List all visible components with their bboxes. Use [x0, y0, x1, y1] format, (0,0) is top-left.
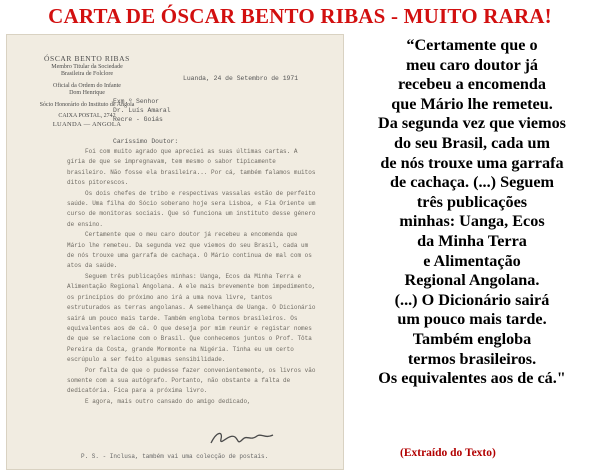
quote-line: Também engloba	[412, 329, 532, 348]
letterhead-line: Brasileira de Folclore	[61, 71, 113, 77]
quote-line: da Minha Terra	[417, 231, 527, 250]
quote-line: de nós trouxe uma garrafa	[380, 153, 564, 172]
letterhead-line: Membro Titular da Sociedade	[51, 63, 123, 70]
quote-line: Da segunda vez que viemos	[378, 114, 566, 133]
letterhead-line: Sócio Honorário do Instituto de Angola	[39, 101, 135, 108]
letter-date: Luanda, 24 de Setembro de 1971	[183, 75, 299, 82]
quote-line: meu caro doutor já	[405, 55, 539, 74]
recipient-line: Exm.º Senhor	[113, 98, 160, 105]
quote-line: (...) O Dicionário sairá	[394, 290, 550, 309]
recipient-line: Recre - Goiás	[113, 116, 163, 124]
letterhead-name: ÓSCAR BENTO RIBAS	[44, 54, 130, 63]
quote-line: que Mário lhe remeteu.	[391, 94, 553, 113]
signature-icon	[207, 427, 277, 449]
quote-line: minhas: Uanga, Ecos	[399, 212, 545, 231]
quote-line: Regional Angolana.	[404, 271, 540, 290]
quote-line: do seu Brasil, cada um	[393, 133, 551, 152]
quote-line: Os equivalentes aos de cá."	[378, 369, 566, 388]
quote-line: termos brasileiros.	[407, 349, 537, 368]
letterhead-line: Dom Henrique	[69, 90, 105, 96]
letter-greeting: Caríssimo Doutor:	[113, 138, 179, 145]
quote-block	[344, 36, 600, 389]
quote-line: e Alimentação	[423, 251, 521, 270]
quote-line: “Certamente que o	[406, 36, 538, 54]
letterhead-city: LUANDA — ANGOLA	[52, 120, 122, 128]
letterhead-line: CAIXA POSTAL, 2742	[58, 113, 116, 119]
page-title: CARTA DE ÓSCAR BENTO RIBAS - MUITO RARA!	[48, 4, 552, 28]
recipient-line: Dr. Luís Amaral	[113, 107, 171, 115]
letter-postscript: P. S. - Inclusa, também vai uma colecção de postais.	[81, 453, 269, 460]
letter-recipient	[113, 97, 171, 125]
letterhead-line: Oficial da Ordem do Infante	[53, 82, 121, 89]
quote-line: de cachaça. (...) Seguem	[389, 173, 555, 192]
quote-line: um pouco mais tarde.	[397, 310, 547, 329]
letter-scan	[6, 34, 344, 470]
quote-line: três publicações	[416, 192, 528, 211]
quote-line: recebeu a encomenda	[397, 75, 547, 94]
source-note: (Extraído do Texto)	[400, 447, 496, 459]
letter-body: Foi com muito agrado que apreciei as suas últimas cartas. A gíria de que se impregnavam, tem mesmo o sabor tipicamente brasileiro. Não fosse ela brasileira... Por cá, também falamos muitos ditos pitorescos. Os dois chefes de tribo e respectivas vassalas estão de perfeito saúde. Uma filha do Sócio soberano hoje sera Lisboa, e Fia Oriente um curso de monitoras sociais. Que só funciona um instituto desse género de ensino. Certamente que o meu caro doutor já recebeu a encomenda que Mário lhe remeteu. Da segunda vez que viemos do seu Brasil, cada um de nós trouxe uma garrafa de cachaça. O Mário continua de mal com os atos da saúde. Seguem três publicações minhas: Uanga, Ecos da Minha Terra e Alimentação Regional Angolana. A ele mais brevemente bom impedimento, os princípios do próximo ano irá a uma nova livre, tantos estruturados as terras angolanas. A semelhança de Uanga. O Dicionário sairá um pouco mais tarde. Também engloba termos brasileiros. Os equivalentes aos de cá. O que deseja por mim reunir e registar nomes de que se relacione com o Brasil. Que conhecemos juntos o Prof. Tôta Pereira da Costa, grande Mormonte na Nigéria. Tinha eu um certo escrúpulo a ser feito algumas sensibilidade. Por falta de que o pudesse fazer convenientemente, os livros vão somente com a sua autógrafo. Portanto, não obstante a falta de dedicatória. Fica para a próxima livro. E agora, mais outro cansado do amigo dedicado,	[67, 148, 316, 405]
